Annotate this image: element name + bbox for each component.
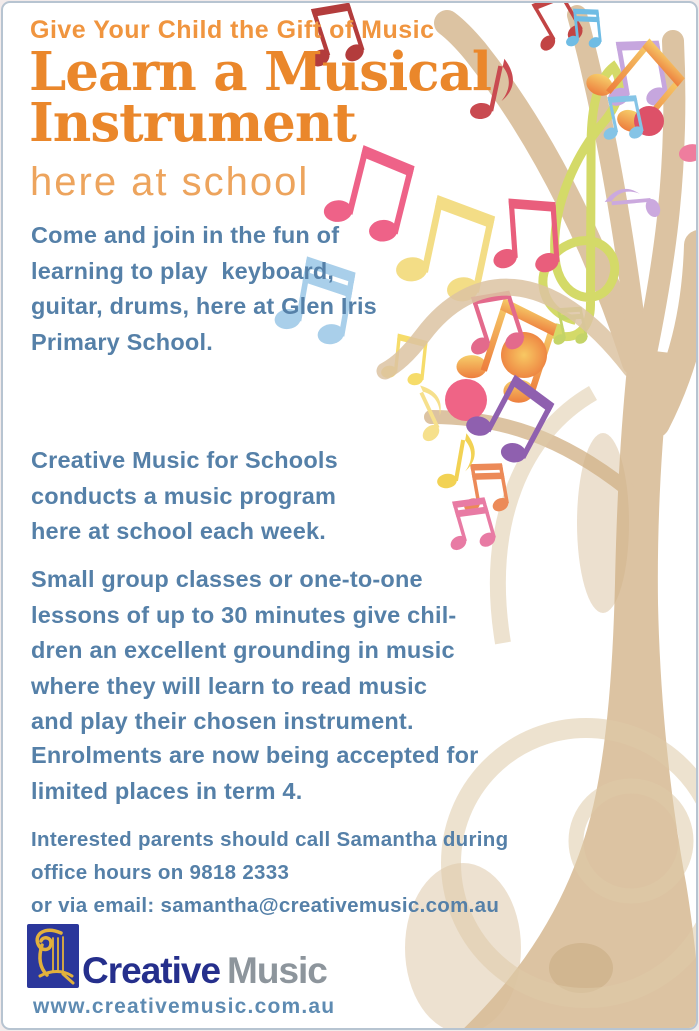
main-title: [29, 41, 491, 154]
lyre-icon: [27, 924, 79, 988]
enrolment-paragraph: Enrolments are now being accepted for limited places in term 4.: [31, 742, 479, 804]
program-paragraph: Creative Music for Schools conducts a music program here at school each week.: [31, 447, 338, 544]
lessons-paragraph: Small group classes or one-to-one lessons of up to 30 minutes give chil- dren an excellent grounding in music where they will learn to read music and play their chosen instrument.: [31, 566, 457, 734]
subtitle: here at school: [30, 160, 310, 204]
intro-paragraph: Come and join in the fun of learning to play keyboard, guitar, drums, here at Glen Iris Primary School.: [31, 222, 377, 355]
flyer-page: [1, 1, 698, 1030]
logo-text-creative: Creative: [82, 950, 221, 991]
creative-music-logo: [27, 924, 327, 991]
website-url: www.creativemusic.com.au: [33, 995, 336, 1018]
tagline: Give Your Child the Gift of Music: [30, 16, 435, 44]
main-title-line2: Instrument: [29, 92, 356, 154]
logo-text-music: Music: [227, 950, 327, 991]
main-title-line1: Learn a Musical: [29, 41, 491, 103]
contact-paragraph: Interested parents should call Samantha during office hours on 9818 2333 or via email: samantha@creativemusic.com.au: [31, 828, 509, 917]
